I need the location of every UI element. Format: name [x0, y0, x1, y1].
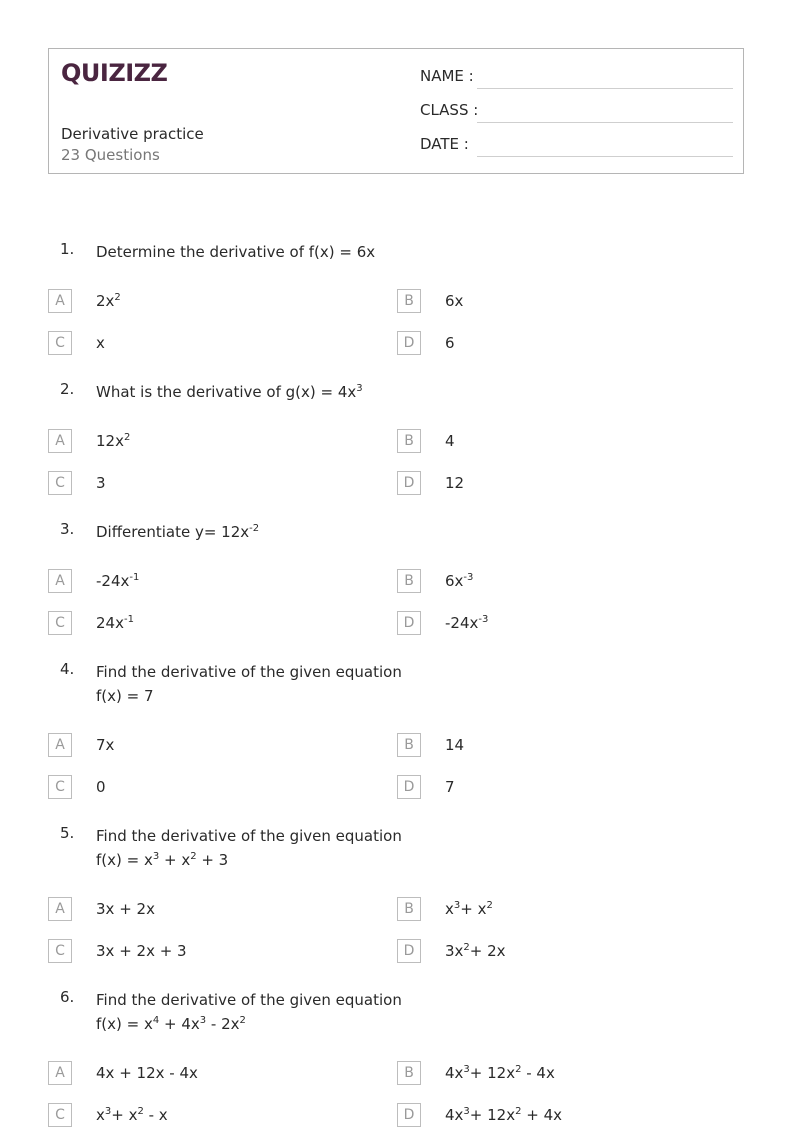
option-letter-box[interactable]: A [48, 733, 72, 757]
option-letter-box[interactable]: B [397, 429, 421, 453]
question-number: 4. [60, 660, 75, 678]
option-text: $24x^{-1}$ [96, 614, 134, 632]
question-number: 1. [60, 240, 75, 258]
question-1-option-a[interactable] [48, 289, 348, 313]
option-text: $x^3+ x^2$ [445, 900, 493, 918]
question-text [96, 660, 402, 708]
date-line[interactable] [477, 156, 733, 157]
question-1-option-b[interactable] [397, 289, 697, 313]
question-text-line: Find the derivative of the given equation [96, 663, 402, 681]
question-2-option-d[interactable] [397, 471, 697, 495]
question-number: 2. [60, 380, 75, 398]
question-text-line: f(x) = 7 [96, 687, 154, 705]
option-letter-box[interactable]: D [397, 611, 421, 635]
question-text [96, 380, 363, 404]
question-text-line: Differentiate $y= 12x^{-2}$ [96, 523, 260, 541]
option-text: 4x + 12x - 4x [96, 1064, 198, 1082]
option-text: 12 [445, 474, 465, 492]
option-text: 6x [445, 292, 464, 310]
question-text-line: $f(x) = x^3 + x^2 + 3$ [96, 851, 229, 869]
worksheet-title: Derivative practice [61, 125, 204, 143]
question-text [96, 240, 375, 264]
option-letter-box[interactable]: D [397, 775, 421, 799]
question-text [96, 988, 402, 1036]
option-text: 7 [445, 778, 455, 796]
question-3-option-b[interactable] [397, 569, 697, 593]
class-field[interactable] [420, 101, 733, 125]
question-text-line: $f(x) = x^4 + 4x^3 - 2x^2$ [96, 1015, 246, 1033]
option-letter-box[interactable]: B [397, 289, 421, 313]
question-4-option-b[interactable] [397, 733, 697, 757]
question-number: 6. [60, 988, 75, 1006]
question-text [96, 520, 259, 544]
question-text-line: Find the derivative of the given equation [96, 827, 402, 845]
question-1-option-c[interactable] [48, 331, 348, 355]
question-count: 23 Questions [61, 146, 160, 164]
option-letter-box[interactable]: D [397, 939, 421, 963]
option-letter-box[interactable]: D [397, 331, 421, 355]
option-letter-box[interactable]: C [48, 775, 72, 799]
date-field[interactable] [420, 135, 733, 159]
question-5-option-a[interactable] [48, 897, 348, 921]
question-text [96, 824, 402, 872]
option-letter-box[interactable]: A [48, 1061, 72, 1085]
option-text: 6 [445, 334, 455, 352]
question-1-option-d[interactable] [397, 331, 697, 355]
option-text: $2x^2$ [96, 292, 121, 310]
option-text: 14 [445, 736, 465, 754]
question-text-line: Find the derivative of the given equation [96, 991, 402, 1009]
question-2-option-b[interactable] [397, 429, 697, 453]
option-letter-box[interactable]: D [397, 471, 421, 495]
option-letter-box[interactable]: A [48, 289, 72, 313]
option-text: $x^3+ x^2 - x$ [96, 1106, 168, 1124]
class-label: CLASS : [420, 101, 479, 119]
question-6-option-b[interactable] [397, 1061, 697, 1085]
option-letter-box[interactable]: C [48, 471, 72, 495]
question-5-option-b[interactable] [397, 897, 697, 921]
question-4-option-d[interactable] [397, 775, 697, 799]
question-6-option-d[interactable] [397, 1103, 697, 1127]
option-text: 7x [96, 736, 115, 754]
class-line[interactable] [477, 122, 733, 123]
option-letter-box[interactable]: D [397, 1103, 421, 1127]
option-text: x [96, 334, 105, 352]
question-2-option-a[interactable] [48, 429, 348, 453]
option-letter-box[interactable]: B [397, 1061, 421, 1085]
question-3-option-d[interactable] [397, 611, 697, 635]
option-text: 3 [96, 474, 106, 492]
option-letter-box[interactable]: A [48, 897, 72, 921]
option-letter-box[interactable]: B [397, 733, 421, 757]
question-3-option-c[interactable] [48, 611, 348, 635]
question-4-option-a[interactable] [48, 733, 348, 757]
option-letter-box[interactable]: C [48, 331, 72, 355]
option-letter-box[interactable]: B [397, 897, 421, 921]
option-letter-box[interactable]: B [397, 569, 421, 593]
option-text: $-24x^{-1}$ [96, 572, 140, 590]
question-4-option-c[interactable] [48, 775, 348, 799]
worksheet-header [48, 48, 744, 174]
date-label: DATE : [420, 135, 469, 153]
option-text: $6x^{-3}$ [445, 572, 474, 590]
option-text: $12x^2$ [96, 432, 131, 450]
question-6-option-a[interactable] [48, 1061, 348, 1085]
option-text: $-24x^{-3}$ [445, 614, 489, 632]
quizizz-logo: QUIZIZZ [61, 59, 168, 87]
question-number: 3. [60, 520, 75, 538]
name-line[interactable] [477, 88, 733, 89]
option-text: 4 [445, 432, 455, 450]
option-letter-box[interactable]: C [48, 611, 72, 635]
name-label: NAME : [420, 67, 474, 85]
name-field[interactable] [420, 67, 733, 91]
question-3-option-a[interactable] [48, 569, 348, 593]
option-text: 3x + 2x + 3 [96, 942, 187, 960]
option-letter-box[interactable]: A [48, 429, 72, 453]
question-number: 5. [60, 824, 75, 842]
option-letter-box[interactable]: A [48, 569, 72, 593]
question-text-line: What is the derivative of $g(x) = 4x^3$ [96, 383, 363, 401]
option-text: 0 [96, 778, 106, 796]
option-letter-box[interactable]: C [48, 939, 72, 963]
option-text: $4x^3+ 12x^2 - 4x$ [445, 1064, 555, 1082]
question-6-option-c[interactable] [48, 1103, 348, 1127]
option-text: $4x^3+ 12x^2 + 4x$ [445, 1106, 563, 1124]
option-letter-box[interactable]: C [48, 1103, 72, 1127]
question-5-option-c[interactable] [48, 939, 348, 963]
question-5-option-d[interactable] [397, 939, 697, 963]
question-2-option-c[interactable] [48, 471, 348, 495]
option-text: 3x + 2x [96, 900, 155, 918]
option-text: $3x^2+ 2x$ [445, 942, 506, 960]
question-text-line: Determine the derivative of f(x) = 6x [96, 243, 376, 261]
